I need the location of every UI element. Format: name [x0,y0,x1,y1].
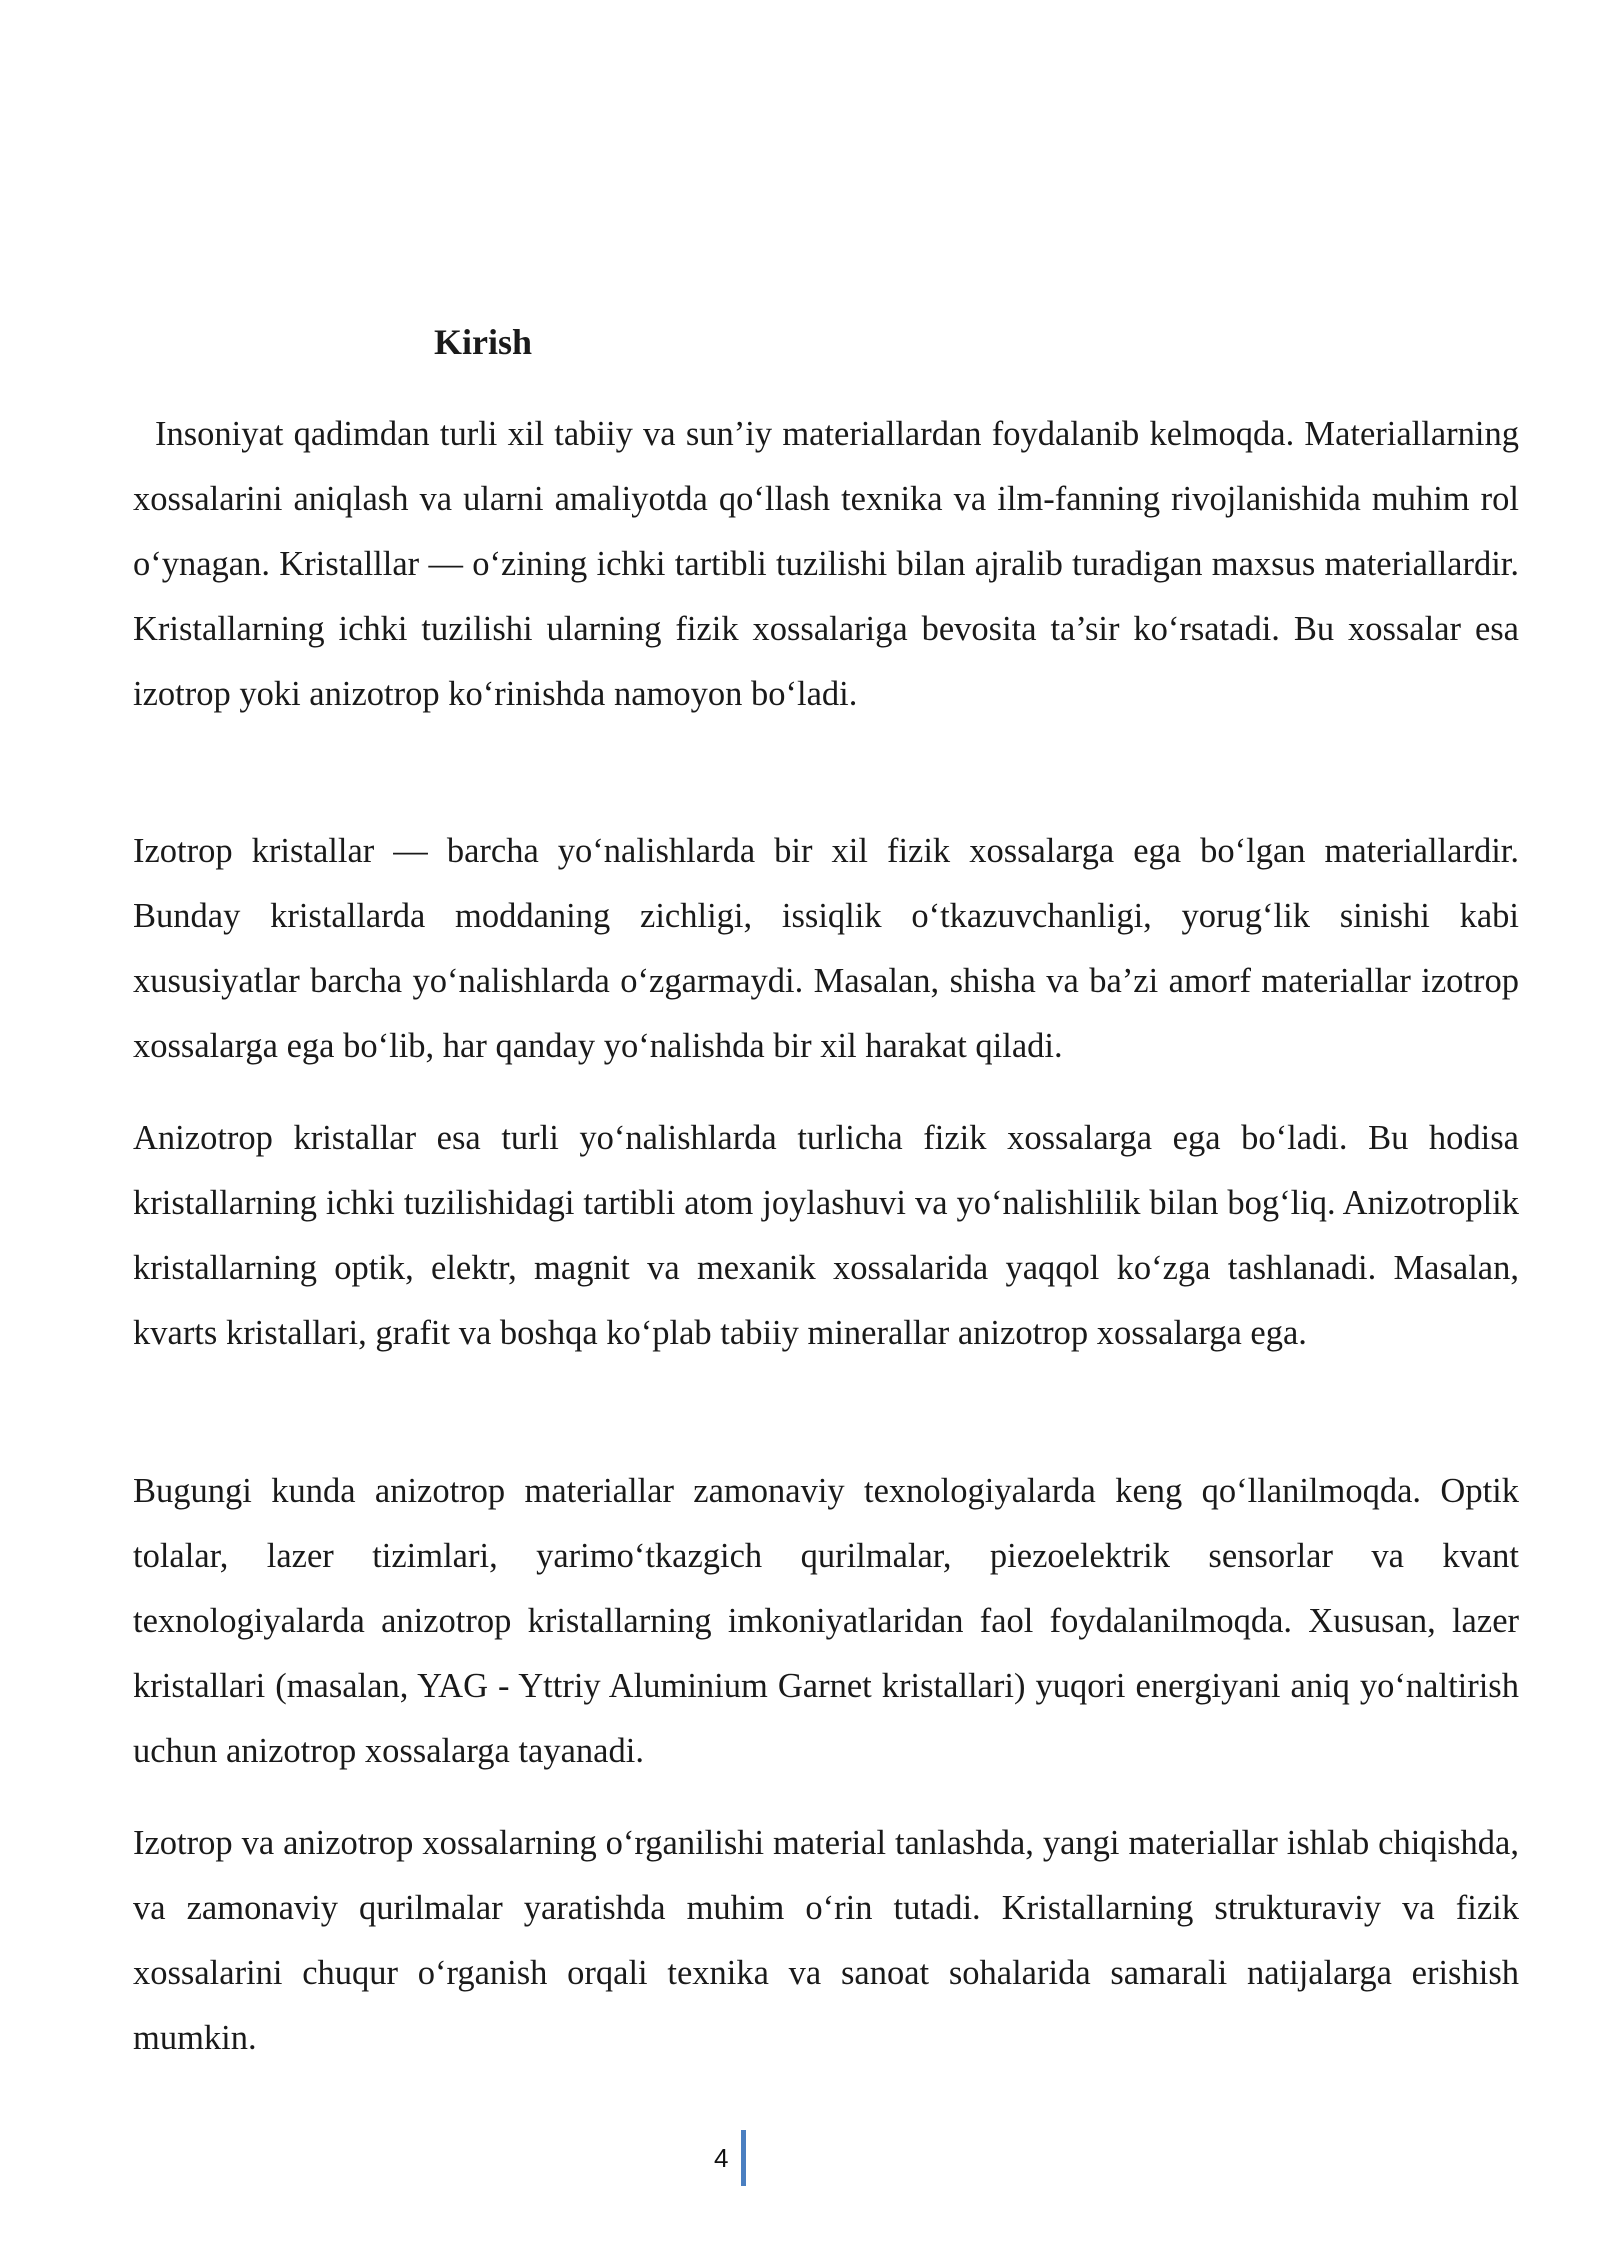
page-number-accent-bar [741,2130,746,2186]
paragraph-conclusion: Izotrop va anizotrop xossalarning o‘rganilishi material tanlashda, yangi materiallar ishlab chiqishda, va zamonaviy qurilmalar yaratishda muhim o‘rin tutadi. Kristallarning strukturaviy va fizik xossalarini chuqur o‘rganish orqali texnika va sanoat sohalarida samarali natijalarga erishish mumkin. [133,1824,1519,2057]
paragraph-anisotropic: Anizotrop kristallar esa turli yo‘nalishlarda turlicha fizik xossalarga ega bo‘ladi. Bu hodisa kristallarning ichki tuzilishidagi tartibli atom joylashuvi va yo‘nalishlilik bilan bog‘liq. Anizotroplik kristallarning optik, elektr, magnit va mexanik xossalarida yaqqol ko‘zga tashlanadi. Masalan, kvarts kristallari, grafit va boshqa ko‘plab tabiiy minerallar anizotrop xossalarga ega. [133,1119,1519,1352]
paragraph-applications: Bugungi kunda anizotrop materiallar zamonaviy texnologiyalarda keng qo‘llanilmoqda. Optik tolalar, lazer tizimlari, yarimo‘tkazgich qurilmalar, piezoelektrik sensorlar va kvant texnologiyalarda anizotrop kristallarning imkoniyatlaridan faol foydalanilmoqda. Xususan, lazer kristallari (masalan, YAG - Yttriy Aluminium Garnet kristallari) yuqori energiyani aniq yo‘naltirish uchun anizotrop xossalarga tayanadi. [133,1472,1519,1770]
section-heading: Kirish [434,322,533,362]
page-number: 4 [714,2143,729,2173]
page-footer [0,2130,1600,2190]
paragraph-intro: Insoniyat qadimdan turli xil tabiiy va sun’iy materiallardan foydalanib kelmoqda. Materiallarning xossalarini aniqlash va ularni amaliyotda qo‘llash texnika va ilm-fanning rivojlanishida muhim rol o‘ynagan. Kristalllar — o‘zining ichki tartibli tuzilishi bilan ajralib turadigan maxsus materiallardir. Kristallarning ichki tuzilishi ularning fizik xossalariga bevosita ta’sir ko‘rsatadi. Bu xossalar esa izotrop yoki anizotrop ko‘rinishda namoyon bo‘ladi. [133,415,1519,713]
paragraph-isotropic: Izotrop kristallar — barcha yo‘nalishlarda bir xil fizik xossalarga ega bo‘lgan materiallardir. Bunday kristallarda moddaning zichligi, issiqlik o‘tkazuvchanligi, yorug‘lik sinishi kabi xususiyatlar barcha yo‘nalishlarda o‘zgarmaydi. Masalan, shisha va ba’zi amorf materiallar izotrop xossalarga ega bo‘lib, har qanday yo‘nalishda bir xil harakat qiladi. [133,832,1519,1065]
